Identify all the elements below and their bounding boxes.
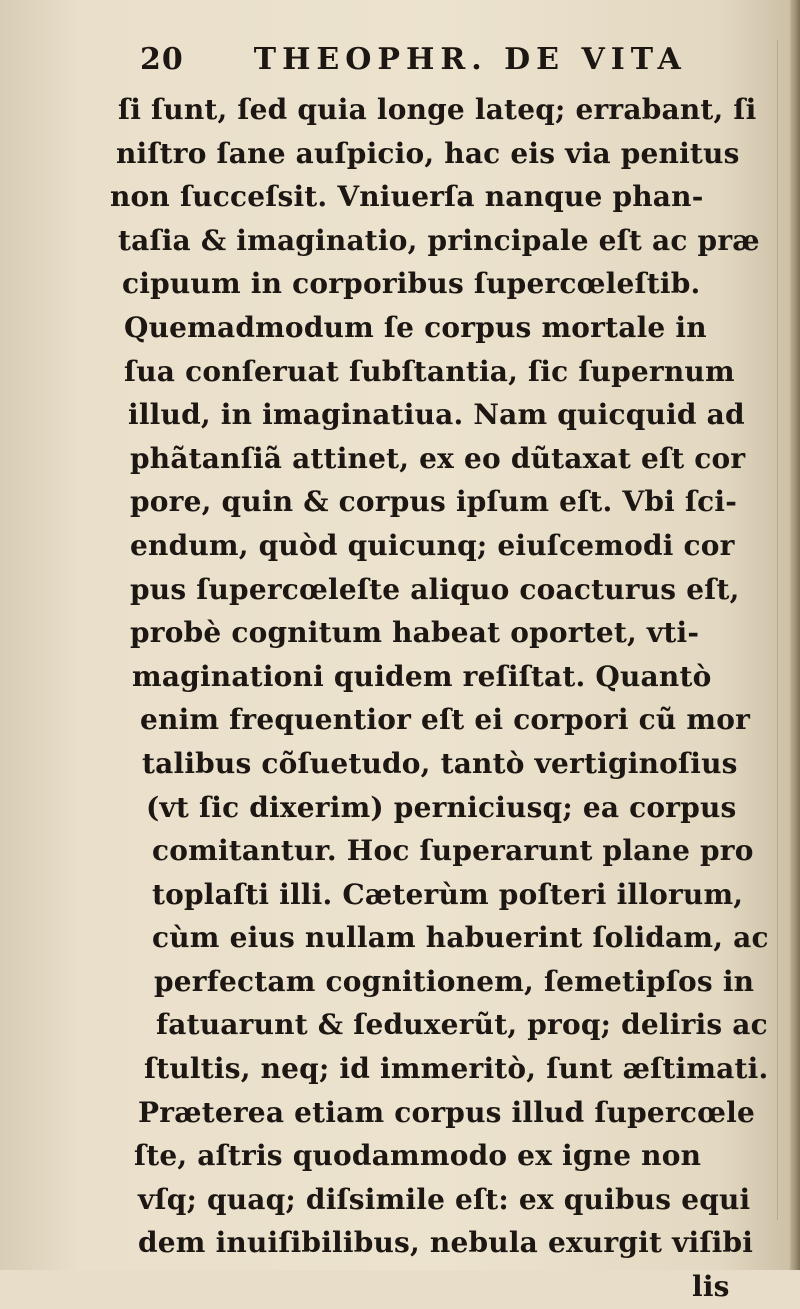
text-line-3: non ſucceſsit. Vniuerſa nanque phan-: [110, 180, 704, 214]
page-number: 20: [140, 42, 184, 77]
text-line-7: ſua conſeruat ſubſtantia, ſic ſupernum: [124, 354, 735, 388]
text-line-2: niſtro ſane auſpicio, hac eis via penitus: [116, 136, 740, 170]
text-line-12: pus ſupercœleſte aliquo coacturus eſt,: [130, 572, 740, 606]
text-line-26: vſq; quaq; diſsimile eſt: ex quibus equi: [138, 1182, 751, 1216]
text-line-27: dem inuiſibilibus, nebula exurgit viſibi: [138, 1226, 754, 1260]
text-line-22: fatuarunt & ſeduxerũt, proq; deliris ac: [156, 1008, 768, 1042]
text-line-4: taſia & imaginatio, principale eſt ac præ: [118, 223, 760, 257]
running-head: [140, 42, 700, 88]
text-line-13: probè cognitum habeat oportet, vti-: [130, 616, 700, 650]
text-line-9: phãtanſiã attinet, ex eo dũtaxat eſt cor: [130, 441, 746, 475]
text-line-8: illud, in imaginatiua. Nam quicquid ad: [128, 398, 745, 432]
page-edge: [790, 0, 800, 1270]
text-line-16: talibus cõſuetudo, tantò vertiginoſius: [142, 746, 738, 780]
text-line-23: ſtultis, neq; id immeritò, ſunt æſtimati.: [144, 1052, 769, 1086]
text-line-11: endum, quòd quicunq; eiuſcemodi cor: [130, 528, 735, 562]
text-line-24: Præterea etiam corpus illud ſupercœle: [138, 1095, 755, 1129]
body-text: [110, 88, 769, 1309]
text-line-19: toplaſti illi. Cæterùm poſteri illorum,: [152, 877, 744, 911]
text-line-15: enim frequentior eſt ei corpori cũ mor: [140, 703, 751, 737]
gutter-shadow-line: [777, 40, 778, 1220]
text-line-17: (vt ſic dixerim) perniciusq; ea corpus: [146, 790, 737, 824]
text-line-5: cipuum in corporibus ſupercœleſtib.: [122, 267, 701, 301]
text-line-14: maginationi quidem reſiſtat. Quantò: [132, 659, 712, 693]
text-line-20: cùm eius nullam habuerint ſolidam, ac: [152, 921, 769, 955]
text-line-6: Quemadmodum ſe corpus mortale in: [124, 310, 707, 344]
running-title: THEOPHR. DE VITA: [253, 42, 687, 77]
text-line-18: comitantur. Hoc ſuperarunt plane pro: [152, 834, 754, 868]
text-line-10: pore, quin & corpus ipſum eſt. Vbi ſci-: [130, 485, 738, 519]
text-line-1: ſi ſunt, ſed quia longe lateq; errabant, ſi: [118, 93, 757, 126]
text-line-28: lis: [692, 1270, 730, 1304]
text-line-21: perfectam cognitionem, ſemetipſos in: [154, 964, 755, 998]
text-line-25: ſte, aſtris quodammodo ex igne non: [134, 1139, 702, 1173]
